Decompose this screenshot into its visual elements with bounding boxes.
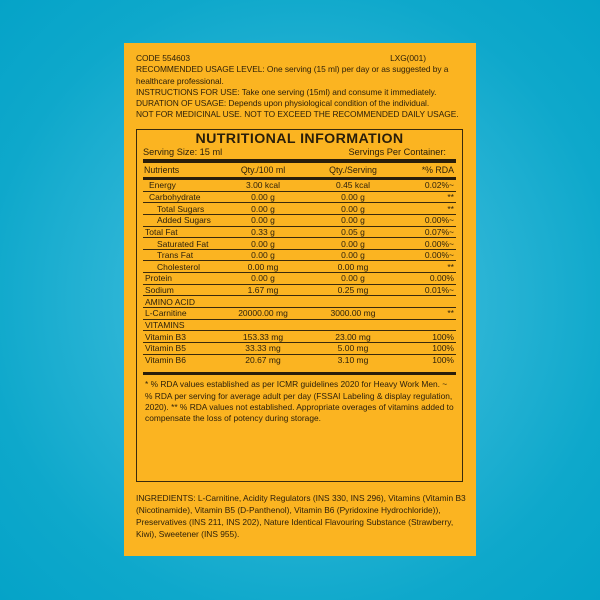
qty-per-serving: 0.00 g	[341, 191, 365, 202]
nutrient-name: Sodium	[145, 285, 174, 296]
qty-per-100ml: 0.00 mg	[247, 261, 279, 272]
qty-per-100ml: 33.33 mg	[245, 343, 281, 354]
qty-per-serving: 0.00 mg	[337, 261, 369, 272]
nutrient-name: AMINO ACID	[145, 296, 196, 307]
nutrition-panel	[136, 129, 463, 482]
section-heading-row	[143, 320, 456, 332]
rda-percent: 100%	[432, 331, 454, 342]
medicinal-warning: NOT FOR MEDICINAL USE. NOT TO EXCEED THE RECOMMENDED DAILY USAGE.	[136, 109, 459, 120]
nutrient-row	[143, 180, 456, 192]
nutrient-row	[143, 215, 456, 227]
qty-per-100ml: 0.33 g	[251, 226, 275, 237]
qty-per-100ml: 3.00 kcal	[245, 180, 281, 191]
qty-per-serving: 0.45 kcal	[335, 180, 371, 191]
rda-percent: 0.07%~	[424, 226, 454, 237]
nutrient-name: Saturated Fat	[157, 238, 209, 249]
qty-per-100ml: 0.00 g	[251, 191, 275, 202]
qty-per-serving: 0.00 g	[341, 238, 365, 249]
col-rda: *% RDA	[421, 165, 454, 175]
rda-percent: 0.02%~	[424, 180, 454, 191]
duration-of-usage: DURATION OF USAGE: Depends upon physiological condition of the individual.	[136, 98, 430, 109]
nutrient-name: Total Sugars	[157, 203, 205, 214]
rda-percent: **	[447, 308, 454, 319]
qty-per-100ml: 0.00 g	[251, 238, 275, 249]
rda-percent: 0.00%~	[424, 215, 454, 226]
qty-per-100ml: 0.00 g	[251, 215, 275, 226]
qty-per-serving: 0.00 g	[341, 273, 365, 284]
qty-per-serving: 0.00 g	[341, 215, 365, 226]
qty-per-serving: 0.25 mg	[337, 285, 369, 296]
nutrient-name: Added Sugars	[157, 215, 211, 226]
qty-per-100ml: 153.33 mg	[242, 331, 284, 342]
nutrient-row	[143, 203, 456, 215]
qty-per-100ml: 0.00 g	[251, 203, 275, 214]
table-header	[143, 163, 456, 180]
rda-percent: **	[447, 203, 454, 214]
nutrient-name: Carbohydrate	[149, 191, 201, 202]
nutrient-row	[143, 261, 456, 273]
code-line	[136, 53, 464, 64]
nutrient-row	[143, 250, 456, 262]
qty-per-serving: 0.00 g	[341, 203, 365, 214]
qty-per-serving: 3000.00 mg	[330, 308, 376, 319]
ingredients-list: INGREDIENTS: L-Carnitine, Acidity Regulators (INS 330, INS 296), Vitamins (Vitamin B3 (Nicotinamide), Vitamin B5 (D-Panthenol), Vitamin B6 (Pyridoxine Hydrochloride)), Preservatives (INS 211, INS 202), Nature Identical Flavouring Substance (Strawberry, Kiwi), Sweetener (INS 955).	[136, 493, 466, 540]
rda-percent: **	[447, 191, 454, 202]
batch-code: LXG(001)	[390, 53, 426, 63]
nutrient-name: L-Carnitine	[145, 308, 187, 319]
nutrient-row	[143, 285, 456, 297]
qty-per-serving: 0.00 g	[341, 250, 365, 261]
nutrient-name: Protein	[145, 273, 172, 284]
nutrient-name: Vitamin B6	[145, 355, 186, 366]
nutrient-name: Total Fat	[145, 226, 178, 237]
nutrient-name: Cholesterol	[157, 261, 200, 272]
usage-level: RECOMMENDED USAGE LEVEL: One serving (15 ml) per day or as suggested by a healthcare professional.	[136, 64, 449, 86]
product-label	[124, 43, 476, 556]
product-code: CODE 554603	[136, 53, 190, 63]
nutrient-row	[143, 238, 456, 250]
nutrient-row	[143, 331, 456, 343]
rda-percent: **	[447, 261, 454, 272]
rda-percent: 100%	[432, 343, 454, 354]
nutrition-rows	[143, 180, 456, 366]
nutrient-row	[143, 273, 456, 285]
qty-per-serving: 23.00 mg	[335, 331, 371, 342]
serving-info	[143, 147, 456, 163]
qty-per-100ml: 20.67 mg	[245, 355, 281, 366]
qty-per-100ml: 0.00 g	[251, 250, 275, 261]
nutrient-name: Vitamin B3	[145, 331, 186, 342]
rda-footnote: * % RDA values established as per ICMR guidelines 2020 for Heavy Work Men. ~ % RDA per serving for average adult per day (FSSAI Labeling & display regulation, 2020). ** % RDA values not established. Appropriate overages of vitamins added to compensate the loss of potency during storage.	[145, 379, 454, 424]
qty-per-serving: 0.05 g	[341, 226, 365, 237]
instructions-for-use: INSTRUCTIONS FOR USE: Take one serving (15ml) and consume it immediately.	[136, 86, 437, 97]
rda-percent: 0.00%	[429, 273, 454, 284]
nutrient-row	[143, 355, 456, 367]
rda-percent: 100%	[432, 355, 454, 366]
nutrient-name: VITAMINS	[145, 320, 185, 330]
section-heading-row	[143, 296, 456, 308]
rda-percent: 0.01%~	[424, 285, 454, 296]
qty-per-serving: 5.00 mg	[337, 343, 369, 354]
usage-instructions	[136, 53, 464, 121]
nutrient-row	[143, 308, 456, 320]
nutrient-name: Trans Fat	[157, 250, 194, 261]
servings-per-container: Servings Per Container:	[348, 147, 446, 157]
nutrient-row	[143, 192, 456, 204]
serving-size: Serving Size: 15 ml	[143, 147, 223, 157]
qty-per-100ml: 20000.00 mg	[238, 308, 288, 319]
nutrition-title: NUTRITIONAL INFORMATION	[195, 131, 404, 147]
qty-per-serving: 3.10 mg	[337, 355, 369, 366]
nutrient-name: Energy	[149, 180, 176, 191]
nutrient-row	[143, 227, 456, 239]
col-per-serving: Qty./Serving	[329, 165, 377, 175]
nutrient-row	[143, 343, 456, 355]
qty-per-100ml: 0.00 g	[251, 273, 275, 284]
rda-percent: 0.00%~	[424, 238, 454, 249]
nutrient-name: Vitamin B5	[145, 343, 186, 354]
qty-per-100ml: 1.67 mg	[247, 285, 279, 296]
col-nutrients: Nutrients	[144, 165, 180, 175]
col-per-100ml: Qty./100 ml	[240, 165, 286, 175]
rda-percent: 0.00%~	[424, 250, 454, 261]
